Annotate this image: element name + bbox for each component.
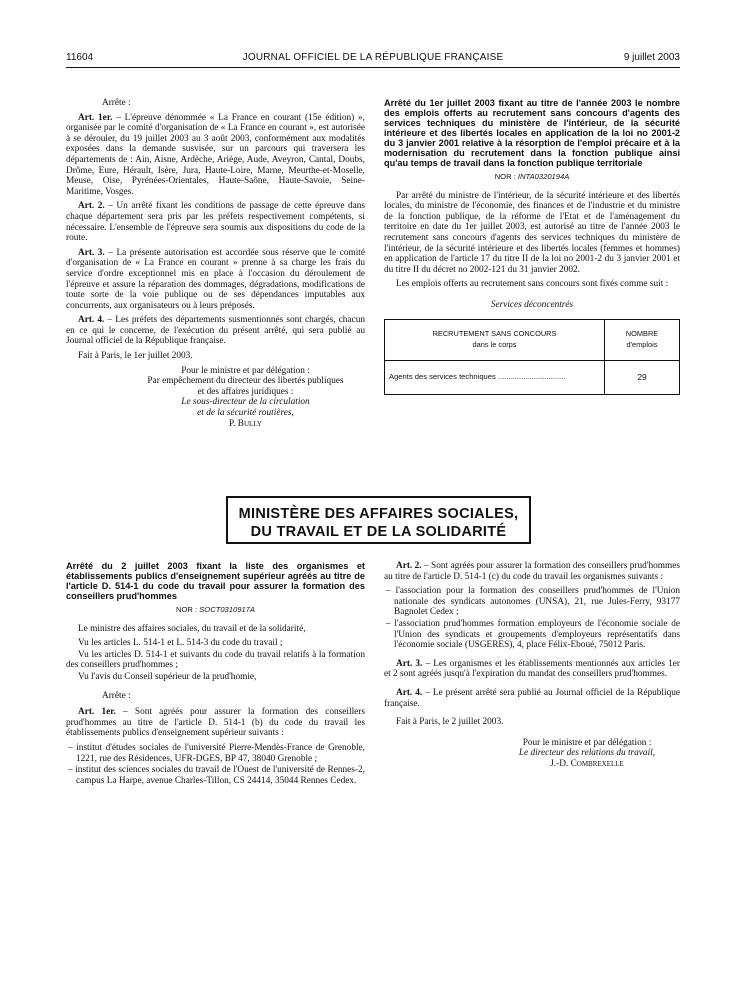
arrete-heading: Arrête : [102, 98, 131, 108]
ministry-heading [226, 496, 531, 544]
article-4 [66, 315, 365, 347]
article-text: – L'épreuve dénommée « La France en courant (15e édition) », organisée par le comité d'organisation de « La France en courant », est autorisée à se dérouler, du 19 juillet 2003 au 3 août 2003, conformément aux modalités exposées dans la demande susvisée, sur un parcours qui traversera les départements de : Ain, Aisne, Ardèche, Ariège, Aude, Aveyron, Cantal, Doubs, Drôme, Eure, Hérault, Isère, Jura, Haute-Loire, Marne, Meurthe-et-Moselle, Meuse, Oise, Pyrénées-Orientales, Haute-Saône, Haute-Savoie, Seine-Maritime, Vosges. [66, 112, 365, 197]
signatory-name: J.-D. Combrexelle [550, 758, 624, 769]
article-text: – La présente autorisation est accordée sous réserve que le comité d'organisation de « La France en courant » prenne à sa charge les frais du service d'ordre exceptionnel mis en place à l'occasion du déroulement de l'épreuve et assure la réparation des dommages, dégradations, modifications de toute sorte de la voie publique ou de ses dépendances imputables aux concurrents, aux organisateurs ou à leurs préposés. [66, 247, 365, 311]
decree-title: Arrêté du 2 juillet 2003 fixant la liste des organismes et établissements publics d'enseignement supérieur agréés au titre de l'article D. 514-1 du code du travail pour assurer la formation des conseillers prud'hommes [66, 561, 365, 601]
table-header-row [385, 319, 680, 360]
article-2 [66, 201, 365, 243]
ministry-line: DU TRAVAIL ET DE LA SOLIDARITÉ [250, 524, 507, 540]
signature-line: Pour le ministre et par délégation : [522, 737, 652, 748]
page-number: 11604 [66, 52, 94, 63]
nor-reference [66, 605, 365, 616]
article-label: Art. 4. [396, 687, 423, 698]
article-text: – Sont agréés pour assurer la formation des conseillers prud'hommes au titre de l'article D. 514-1 (c) du code du travail les organismes suivants : [384, 561, 681, 582]
signature-line: et des affaires juridiques : [197, 386, 294, 397]
nor-label: NOR : [176, 605, 200, 614]
signature-line: et de la sécurité routières, [197, 408, 294, 419]
article-text: – Sont agréés pour assurer la formation des conseillers prud'hommes au titre de l'article D. 514-1 (b) du code du travail les établissements publics d'enseignement supérieur suivants : [66, 707, 365, 739]
journal-title: JOURNAL OFFICIEL DE LA RÉPUBLIQUE FRANÇAISE [242, 52, 504, 63]
decree-paragraph: Vu les articles L. 514-1 et L. 514-3 du code du travail ; [78, 638, 283, 649]
signature-block [126, 366, 365, 430]
header-text: NOMBRE [625, 328, 659, 338]
article-text: – Un arrêté fixant les conditions de passage de cette épreuve dans chaque département sera pris par les préfets respectivement compétents, si nécessaire. L'ensemble de l'épreuve sera soumis aux dispositions du code de la route. [66, 201, 365, 244]
page-header [66, 52, 680, 66]
section-title: Services déconcentrés [490, 299, 574, 310]
list-item: – institut des sciences sociales du travail de l'Ouest de l'université de Rennes-2, campus La Harpe, avenue Charles-Tillon, CS 24414, 35044 Rennes Cedex. [68, 765, 365, 786]
decree-paragraph: Les emplois offerts au recrutement sans concours sont fixés comme suit : [396, 279, 669, 290]
establishment-list [66, 743, 365, 786]
article-label: Art. 2. [396, 561, 422, 571]
list-item: – l'association prud'hommes formation employeurs de l'économie sociale de l'Union des syndicats et groupements d'employeurs représentatifs dans l'économie sociale (USGERES), 4, place Félix-Eboué, 75012 Paris. [386, 618, 680, 651]
decree-paragraph: Le ministre des affaires sociales, du travail et de la solidarité, [78, 623, 306, 634]
list-item: – l'association pour la formation des conseillers prud'hommes de l'Union nationale des syndicats autonomes (UNSA), 21, rue Jules-Ferry, 93177 Bagnolet Cedex ; [386, 586, 680, 618]
header-rule [66, 67, 680, 68]
issue-date: 9 juillet 2003 [623, 52, 680, 63]
arrete-heading: Arrête : [102, 690, 131, 701]
article-text: – Les préfets des départements susmentionnés sont chargés, chacun en ce qui le concerne, de l'exécution du présent arrêté, qui sera publié au Journal officiel de la République française. [66, 315, 365, 347]
article-3 [66, 248, 365, 312]
article-label: Art. 2. [78, 201, 105, 212]
table-header-cell [385, 319, 605, 360]
left-bottom-column [66, 561, 365, 790]
signature-line: Le directeur des relations du travail, [518, 748, 656, 759]
right-top-column [384, 98, 680, 395]
table-header-cell [605, 319, 680, 360]
right-bottom-column [384, 561, 680, 770]
article-label: Art. 1er. [78, 707, 116, 718]
signatory-name: P. Bully [229, 418, 262, 429]
table-row [385, 360, 680, 394]
article-label: Art. 3. [78, 247, 105, 258]
nor-code: SOCT0310917A [199, 605, 255, 614]
nor-label: NOR : [494, 172, 518, 181]
jobs-table [384, 319, 680, 395]
list-item: – institut d'études sociales de l'université Pierre-Mendès-France de Grenoble, 1221, rue des Résidences, UFR-DGES, BP 47, 38040 Grenoble ; [68, 742, 365, 764]
article-text: – Le présent arrêté sera publié au Journal officiel de la République française. [384, 687, 680, 709]
header-subtext: dans le corps [472, 339, 517, 349]
nor-reference [384, 172, 680, 183]
ministry-line: MINISTÈRE DES AFFAIRES SOCIALES, [238, 506, 519, 522]
article-1 [66, 113, 365, 198]
left-top-column [66, 98, 365, 429]
decree-title: Arrêté du 1er juillet 2003 fixant au titre de l'année 2003 le nombre des emplois offerts au recrutement sans concours d'agents des services techniques du ministère de l'intérieur, de la sécurité intérieure et des libertés locales en application de la loi no 2001-2 du 3 janvier 2001 relative à la résorption de l'emploi précaire et à la modernisation du recrutement dans la fonction publique ainsi qu'au temps de travail dans la fonction publique territoriale [384, 98, 680, 168]
header-text: RECRUTEMENT SANS CONCOURS [432, 328, 557, 338]
article-2 [384, 561, 680, 582]
signature-line: Par empêchement du directeur des libertés publiques [147, 376, 344, 387]
table-cell-count: 29 [605, 360, 680, 394]
article-3 [384, 659, 680, 680]
decree-paragraph: Vu les articles D. 514-1 et suivants du code du travail relatifs à la formation des conseillers prud'hommes ; [66, 649, 365, 671]
table-cell-corps: Agents des services techniques ................................ [385, 360, 605, 394]
article-label: Art. 1er. [78, 112, 113, 123]
signing-place-date: Fait à Paris, le 2 juillet 2003. [396, 717, 504, 728]
signature-block [494, 738, 680, 770]
article-1 [66, 707, 365, 739]
article-text: – Les organismes et les établissements mentionnés aux articles 1er et 2 sont agréés jusqu'à l'expiration du mandat des conseillers prud'hommes. [384, 658, 681, 680]
article-4 [384, 688, 680, 709]
article-label: Art. 4. [78, 315, 105, 326]
decree-paragraph: Par arrêté du ministre de l'intérieur, de la sécurité intérieure et des libertés locales, du ministre de l'économie, des finances et de l'industrie et du ministre de la fonction publique, de la réforme de l'Etat et de l'aménagement du territoire en date du 1er juillet 2003, est autorisé au titre de l'année 2003 le recrutement sans concours d'agents des services techniques du ministère de l'intérieur, de la sécurité intérieure et des libertés locales (femmes et hommes) en application de l'article 17 du titre II de la loi no 2001-2 du 3 janvier 2001 et du titre II du décret no 2002-121 du 31 janvier 2002. [384, 190, 680, 275]
header-subtext: d'emplois [626, 339, 658, 349]
organisation-list [384, 586, 680, 651]
decree-paragraph: Vu l'avis du Conseil supérieur de la prud'homie, [78, 671, 257, 682]
article-label: Art. 3. [396, 658, 423, 669]
nor-code: INTA0320194A [517, 172, 570, 181]
signature-line: Pour le ministre et par délégation : [181, 365, 310, 376]
signature-line: Le sous-directeur de la circulation [181, 397, 310, 408]
signing-place-date: Fait à Paris, le 1er juillet 2003. [78, 351, 193, 362]
